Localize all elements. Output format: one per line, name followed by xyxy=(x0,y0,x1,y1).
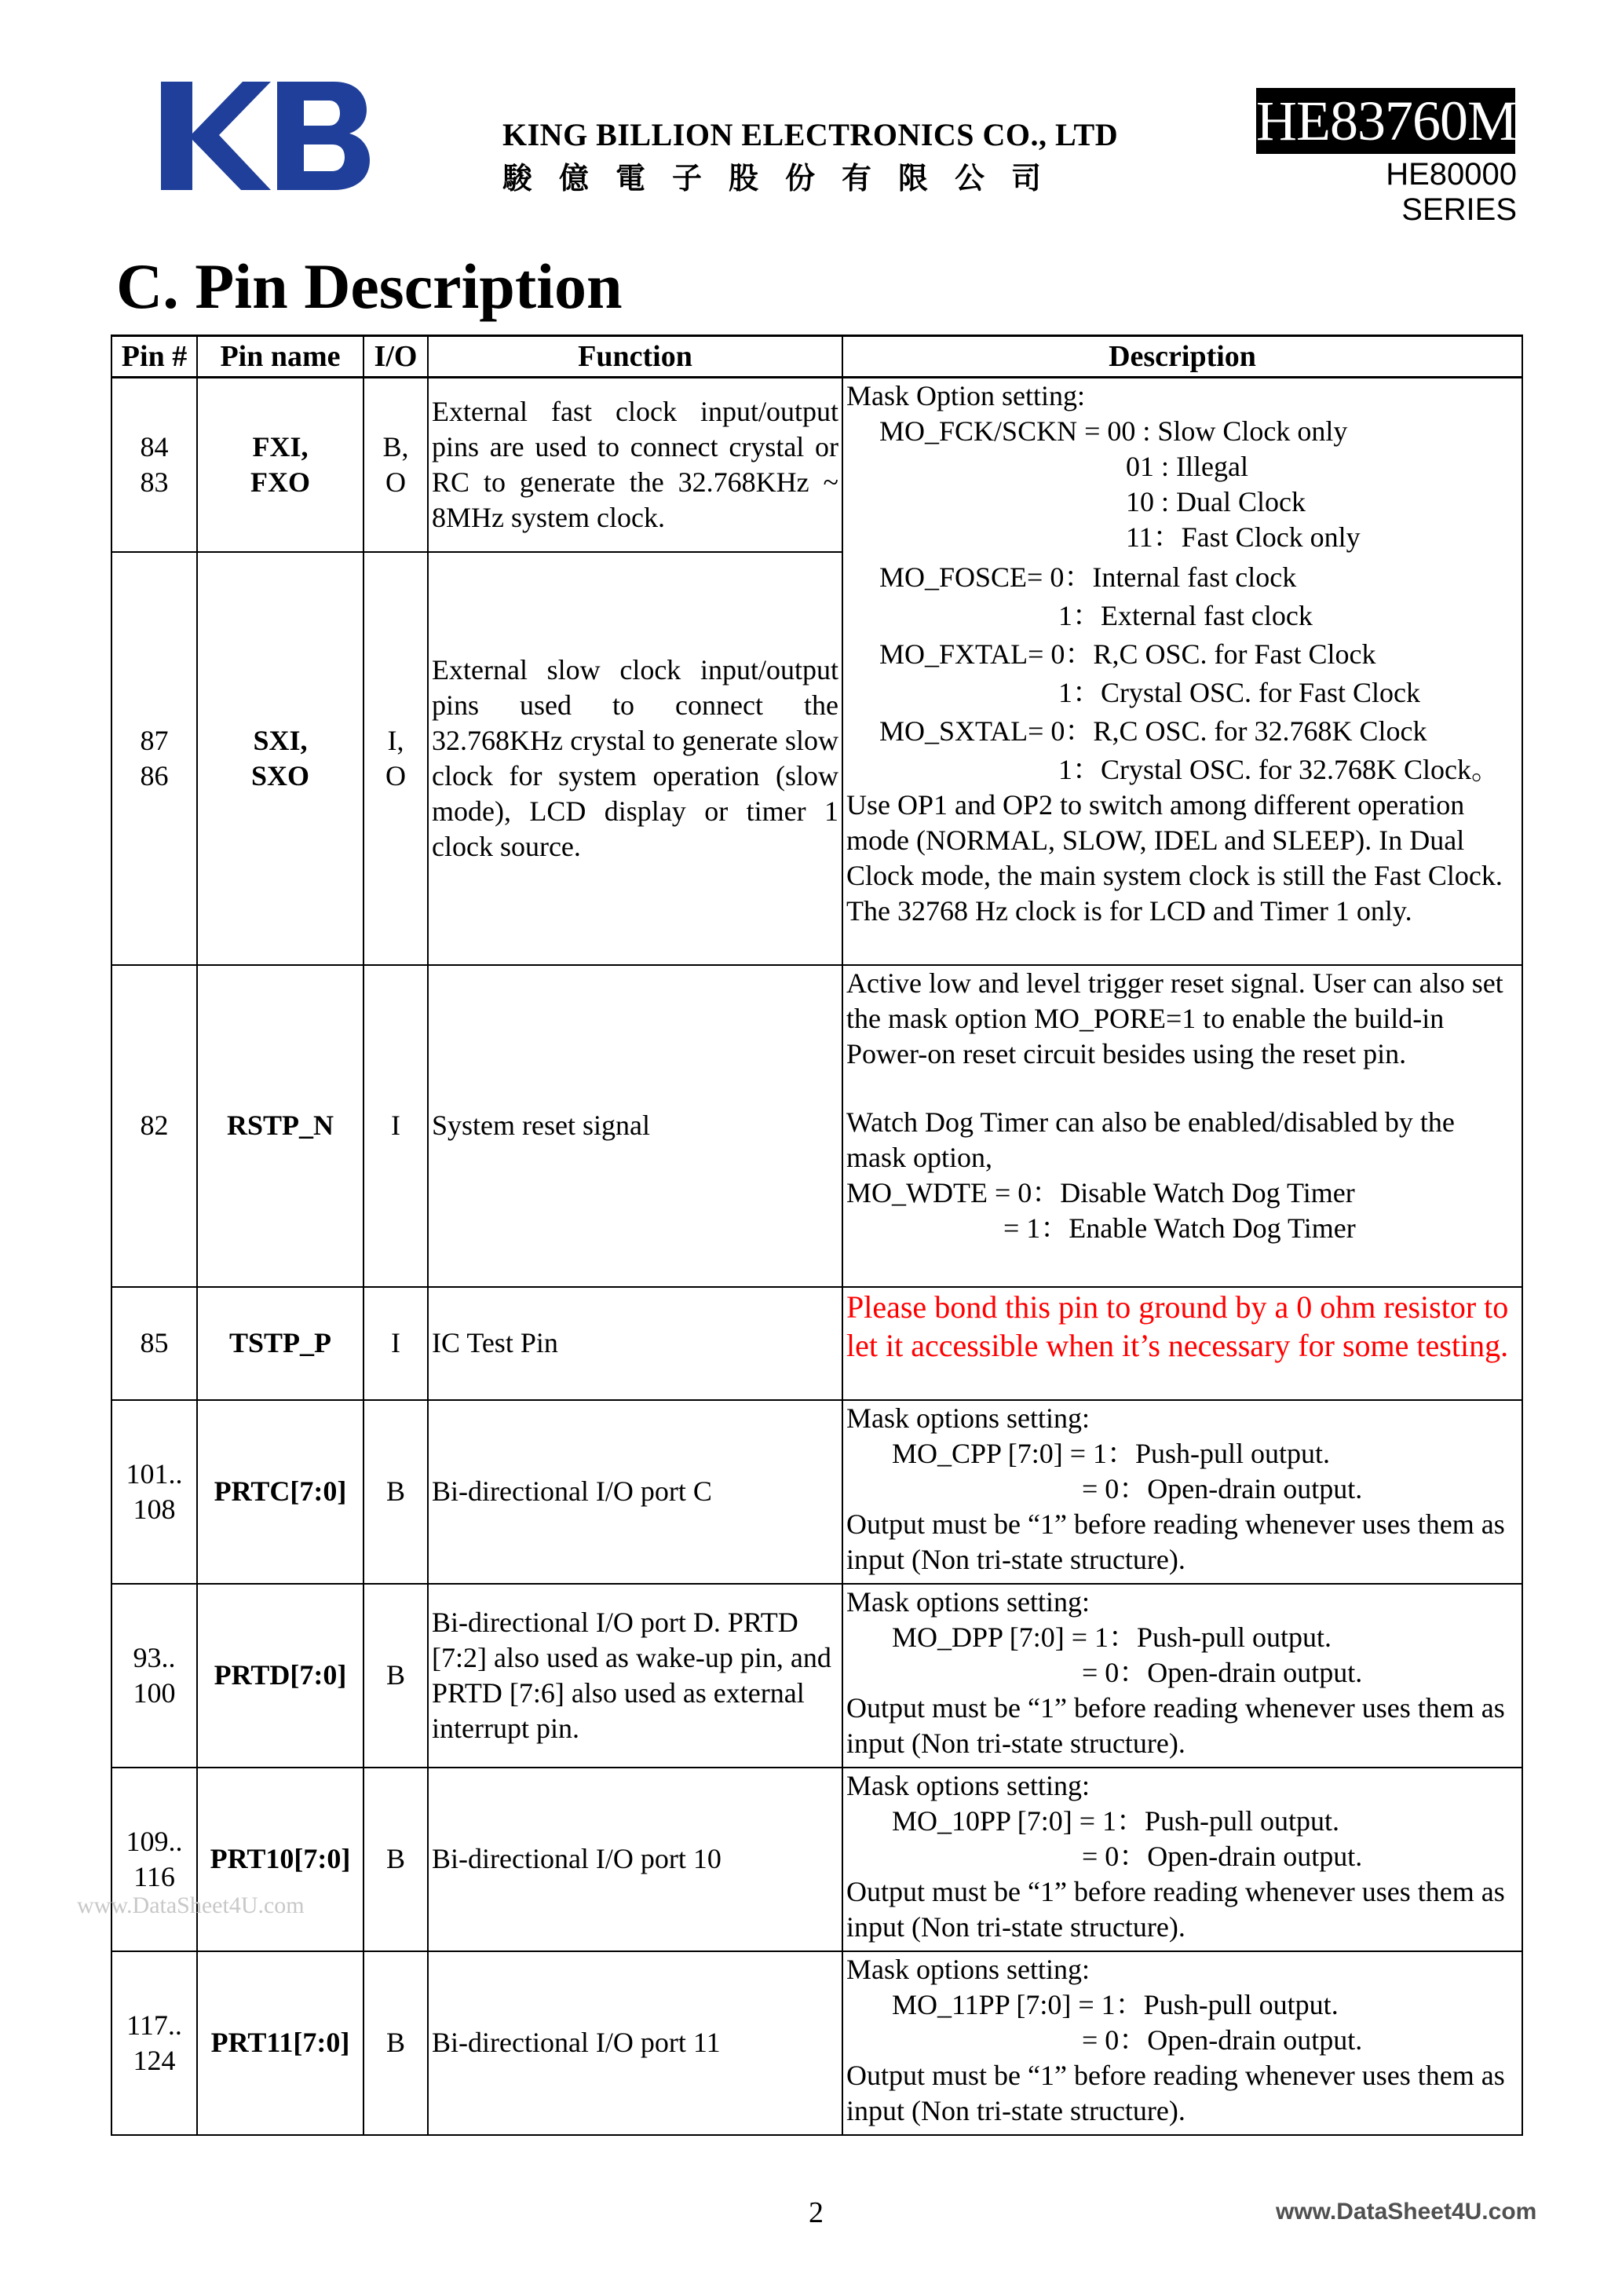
pin-number: 85 xyxy=(111,1287,197,1400)
series-label: HE80000 SERIES xyxy=(1386,157,1517,227)
pin-function: Bi-directional I/O port 10 xyxy=(428,1768,842,1951)
clock-description: Mask Option setting: MO_FCK/SCKN = 00 : Slow Clock only 01 : Illegal 10 : Dual Clock 11：Fast Clock only MO_FOSCE= 0：Internal fast clock 1：External fast clock MO_FXTAL= 0：R,C OSC. for Fast Clock 1：Crystal OSC. for Fast Clock MO_SXTAL= 0：R,C OSC. for 32.768K Clock 1：Crystal OSC. for 32.768K Clock。 Use OP1 and OP2 to switch among different operation mode (NORMAL, SLOW, IDEL and SLEEP). In Dual Clock mode, the main system clock is still the Fast Clock. The 32768 Hz clock is for LCD and Timer 1 only. xyxy=(842,378,1522,965)
reset-description: Active low and level trigger reset signal. User can also set the mask option MO_PORE=1 to enable the build-in Power-on reset circuit besides using the reset pin. Watch Dog Timer can also be enabled/disabled by the mask option, MO_WDTE = 0：Disable Watch Dog Timer = 1：Enable Watch Dog Timer xyxy=(842,965,1522,1287)
header-description: Description xyxy=(842,336,1522,378)
pin-name: PRTC[7:0] xyxy=(197,1400,363,1584)
watermark-bottom: www.DataSheet4U.com xyxy=(1276,2199,1537,2225)
pin-function: Bi-directional I/O port D. PRTD [7:2] also used as wake-up pin, and PRTD [7:6] also used as external interrupt pin. xyxy=(428,1584,842,1768)
pin-io: I xyxy=(363,1287,428,1400)
pin-name: RSTP_N xyxy=(197,965,363,1287)
pin-function: IC Test Pin xyxy=(428,1287,842,1400)
watermark-left: www.DataSheet4U.com xyxy=(77,1892,305,1918)
page-number: 2 xyxy=(809,2196,824,2229)
pin-io: B xyxy=(363,1584,428,1768)
table-row xyxy=(111,1400,1522,1584)
model-number: HE83760M xyxy=(1256,90,1517,152)
page-title: C. Pin Description xyxy=(116,250,623,322)
table-row xyxy=(111,1287,1522,1400)
pin-number: 87 86 xyxy=(111,552,197,965)
pin-io: B, O xyxy=(363,378,428,552)
table-row xyxy=(111,378,1522,552)
table-row xyxy=(111,965,1522,1287)
pin-io: B xyxy=(363,1768,428,1951)
header-pin-number: Pin # xyxy=(111,336,197,378)
pin-number: 84 83 xyxy=(111,378,197,552)
company-name-english: KING BILLION ELECTRONICS CO., LTD xyxy=(502,117,1119,152)
pin-function: Bi-directional I/O port C xyxy=(428,1400,842,1584)
pin-io: B xyxy=(363,1951,428,2135)
pin-name: PRTD[7:0] xyxy=(197,1584,363,1768)
pin-name: PRT11[7:0] xyxy=(197,1951,363,2135)
header-io: I/O xyxy=(363,336,428,378)
pin-name: TSTP_P xyxy=(197,1287,363,1400)
pin-name: SXI, SXO xyxy=(197,552,363,965)
pin-name: FXI, FXO xyxy=(197,378,363,552)
port-description: Mask options setting: MO_CPP [7:0] = 1：Push-pull output. = 0：Open-drain output. Output must be “1” before reading whenever uses them as input (Non tri-state structure). xyxy=(842,1400,1522,1584)
pin-name: PRT10[7:0] xyxy=(197,1768,363,1951)
pin-number: 117.. 124 xyxy=(111,1951,197,2135)
header-pin-name: Pin name xyxy=(197,336,363,378)
port-description: Mask options setting: MO_DPP [7:0] = 1：Push-pull output. = 0：Open-drain output. Output must be “1” before reading whenever uses them as input (Non tri-state structure). xyxy=(842,1584,1522,1768)
pin-function: External slow clock input/output pins used to connect the 32.768KHz crystal to generate slow clock for system operation (slow mode), LCD display or timer 1 clock source. xyxy=(428,552,842,965)
pin-io: I, O xyxy=(363,552,428,965)
header-function: Function xyxy=(428,336,842,378)
pin-number: 93.. 100 xyxy=(111,1584,197,1768)
table-row xyxy=(111,1951,1522,2135)
pin-function: Bi-directional I/O port 11 xyxy=(428,1951,842,2135)
company-name-chinese: 駿億電子股份有限公司 xyxy=(502,160,1069,196)
table-row xyxy=(111,1768,1522,1951)
pin-io: I xyxy=(363,965,428,1287)
kb-logo xyxy=(161,79,371,193)
pin-io: B xyxy=(363,1400,428,1584)
table-row xyxy=(111,1584,1522,1768)
port-description: Mask options setting: MO_11PP [7:0] = 1：Push-pull output. = 0：Open-drain output. Output must be “1” before reading whenever uses them as input (Non tri-state structure). xyxy=(842,1951,1522,2135)
pin-number: 109.. 116 xyxy=(111,1768,197,1951)
table-header-row xyxy=(111,336,1522,378)
pin-number: 82 xyxy=(111,965,197,1287)
pin-description-table xyxy=(111,335,1523,2136)
pin-number: 101.. 108 xyxy=(111,1400,197,1584)
test-pin-note: Please bond this pin to ground by a 0 ohm resistor to let it accessible when it’s necessary for some testing. xyxy=(842,1287,1522,1400)
pin-function: System reset signal xyxy=(428,965,842,1287)
pin-function: External fast clock input/output pins are used to connect crystal or RC to generate the 32.768KHz ~ 8MHz system clock. xyxy=(428,378,842,552)
port-description: Mask options setting: MO_10PP [7:0] = 1：Push-pull output. = 0：Open-drain output. Output must be “1” before reading whenever uses them as input (Non tri-state structure). xyxy=(842,1768,1522,1951)
